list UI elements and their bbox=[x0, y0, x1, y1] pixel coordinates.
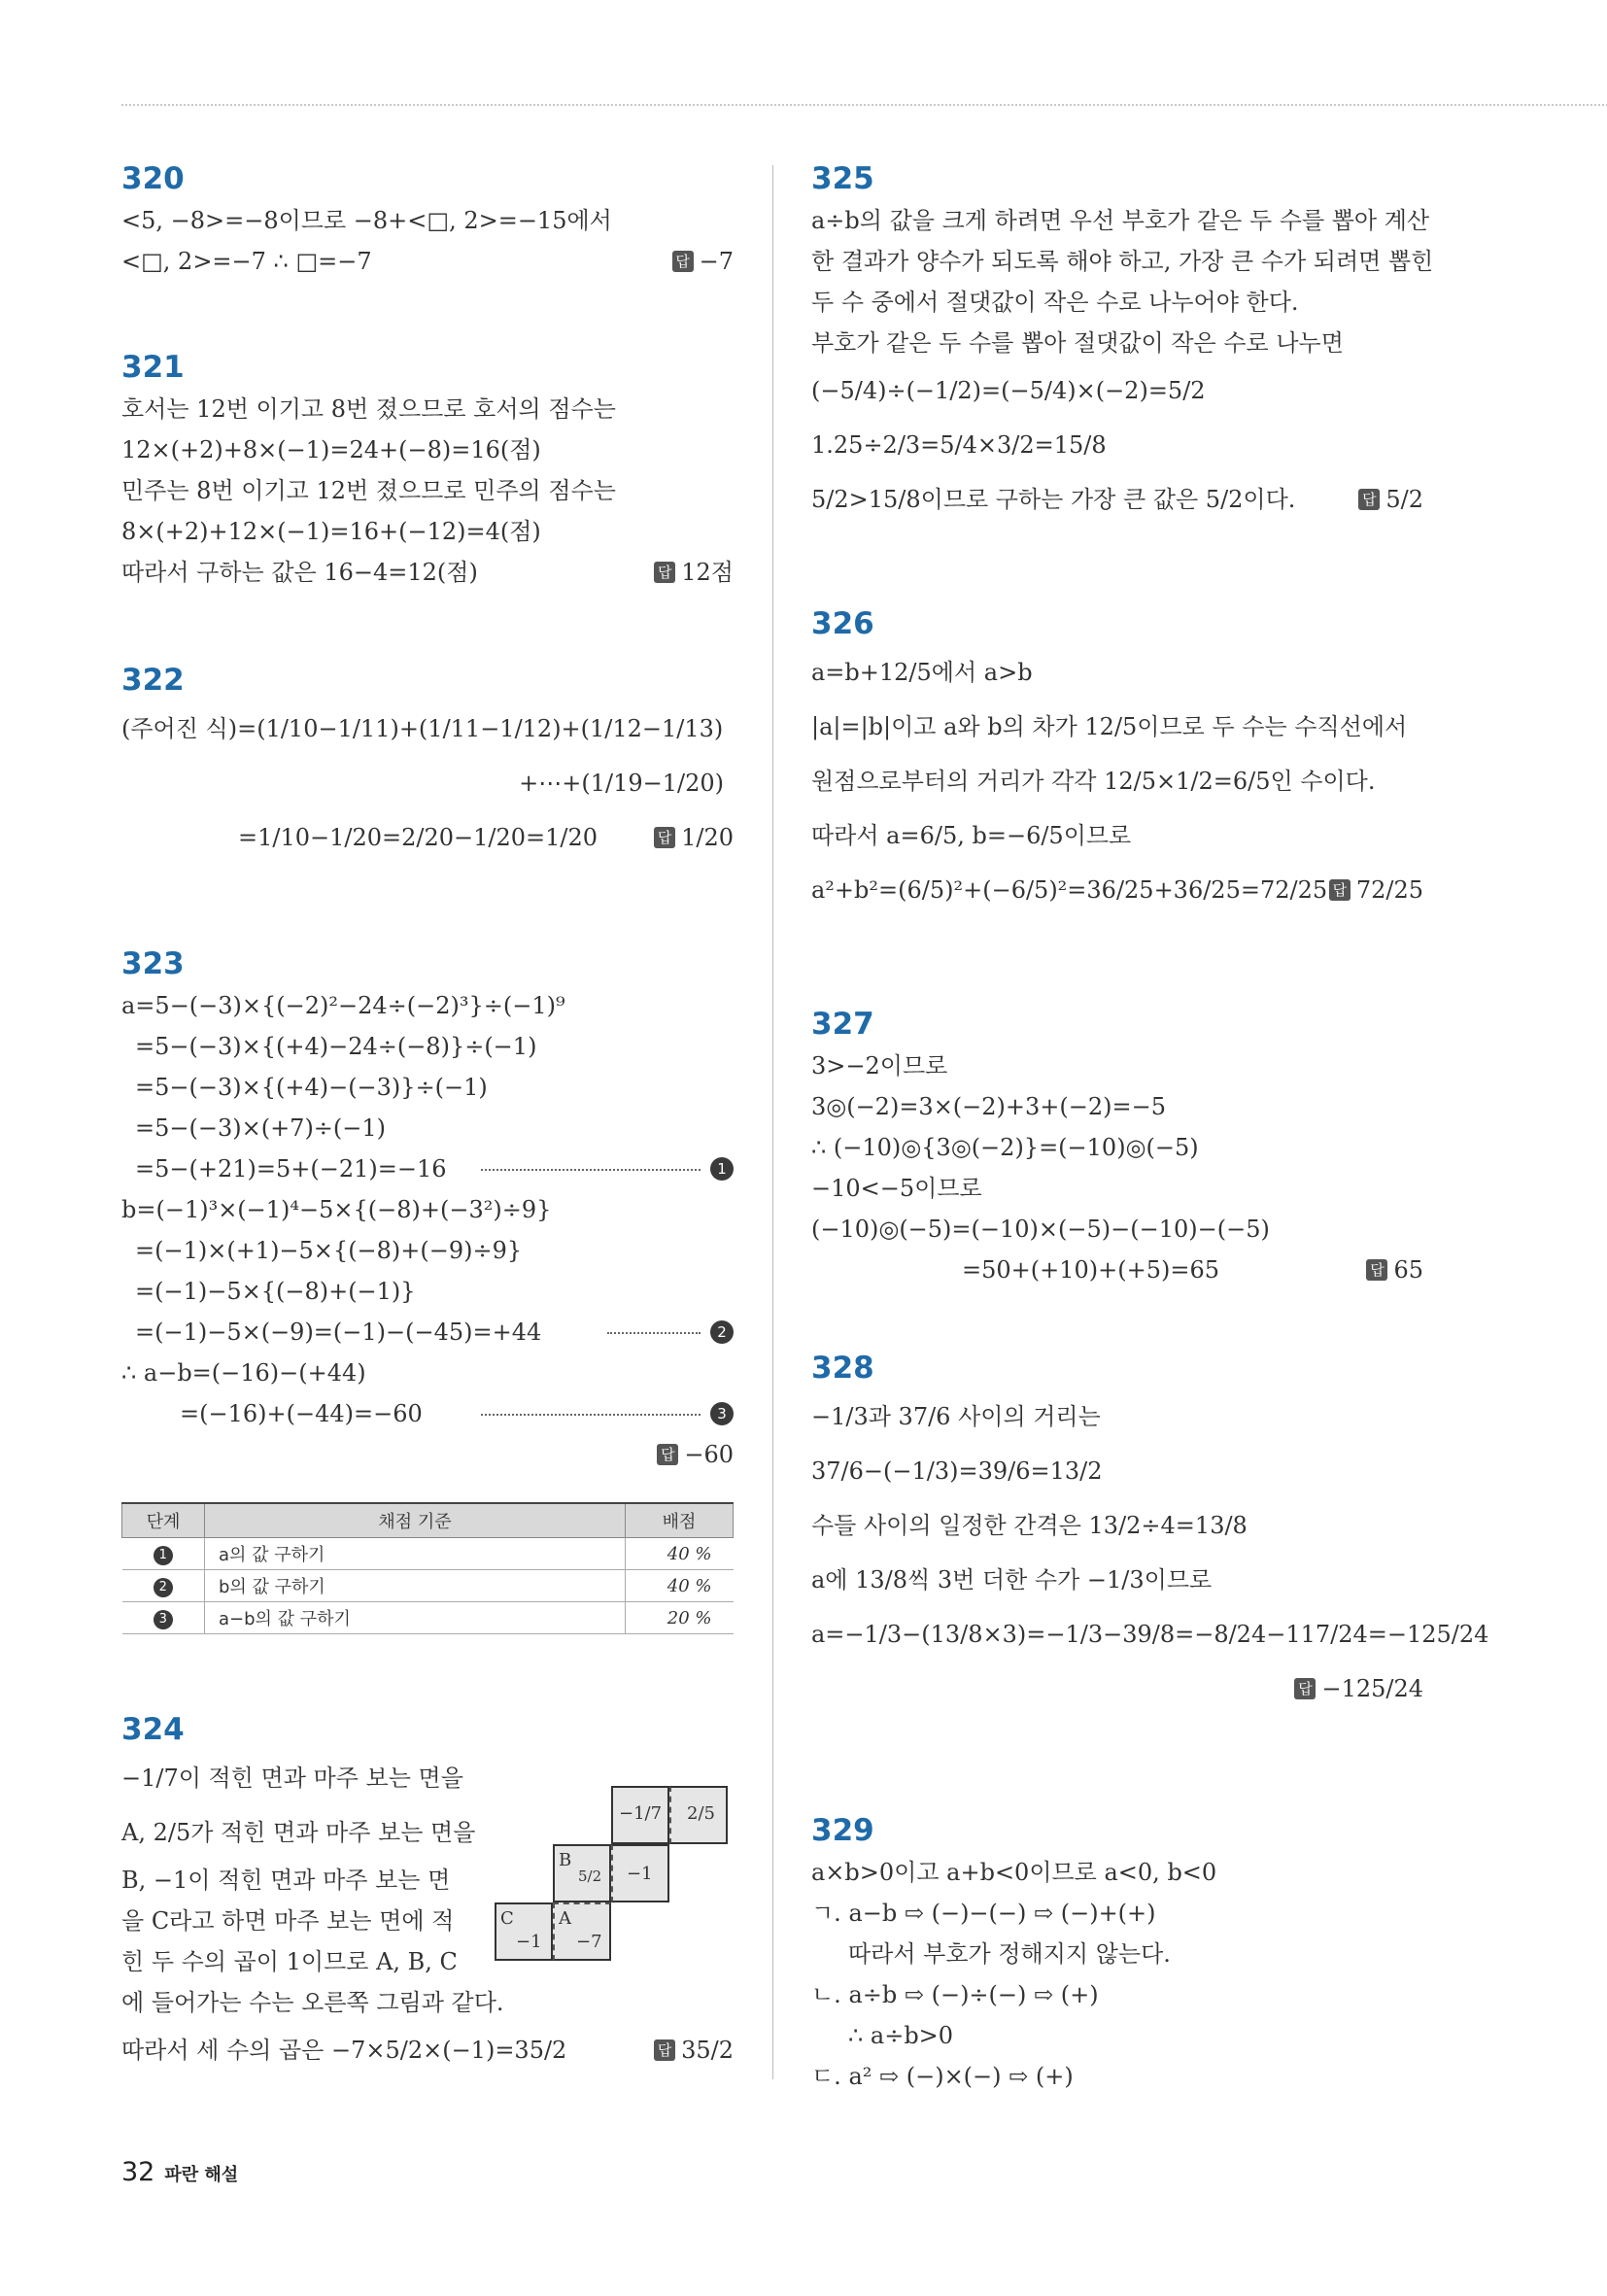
solution-line: (−5/4)÷(−1/2)=(−5/4)×(−2)=5/2 bbox=[811, 377, 1206, 404]
page-number: 32 bbox=[121, 2157, 155, 2187]
answer-badge: 답 bbox=[1366, 1259, 1387, 1281]
solution-line: a²+b²=(6/5)²+(−6/5)²=36/25+36/25=72/25 답 72/25 bbox=[811, 863, 1423, 917]
problem-number: 325 bbox=[811, 161, 874, 196]
solution-line: 따라서 부호가 정해지지 않는다. bbox=[848, 1940, 1171, 1968]
solution-line: 에 들어가는 수는 오른쪽 그림과 같다. bbox=[121, 1989, 504, 2016]
dotted-leader bbox=[607, 1332, 701, 1334]
answer: 답 −125/24 bbox=[1294, 1662, 1423, 1716]
solution-line: =5−(+21)=5+(−21)=−16 1 bbox=[121, 1148, 734, 1189]
solution-line bbox=[811, 1662, 1423, 1716]
solution-line: =5−(−3)×{(+4)−24÷(−8)}÷(−1) bbox=[135, 1033, 537, 1060]
solution-line: 1.25÷2/3=5/4×3/2=15/8 bbox=[811, 431, 1107, 459]
net-face: B 5/2 bbox=[553, 1844, 611, 1902]
answer: 답 1/20 bbox=[654, 810, 734, 865]
step-marker: 2 bbox=[710, 1320, 734, 1344]
problem-number: 324 bbox=[121, 1712, 185, 1747]
solution-line: ㄴ. a÷b ⇨ (−)÷(−) ⇨ (+) bbox=[811, 1981, 1099, 2008]
table-header-row bbox=[122, 1503, 734, 1538]
problem-322 bbox=[121, 659, 734, 865]
solution-line: a에 13/8씩 3번 더한 수가 −1/3이므로 bbox=[811, 1566, 1213, 1593]
solution-line: (−10)◎(−5)=(−10)×(−5)−(−10)−(−5) bbox=[811, 1216, 1270, 1243]
problem-number: 328 bbox=[811, 1351, 874, 1386]
score-cell: 40 % bbox=[626, 1570, 734, 1602]
solution-line: =5−(−3)×(+7)÷(−1) bbox=[135, 1114, 387, 1142]
criterion-cell: a−b의 값 구하기 bbox=[205, 1602, 626, 1634]
answer: 답 72/25 bbox=[1329, 863, 1423, 917]
answer-badge: 답 bbox=[657, 1444, 678, 1465]
problem-number: 329 bbox=[811, 1813, 874, 1848]
problem-329 bbox=[811, 1809, 1423, 2097]
solution-line: =(−1)×(+1)−5×{(−8)+(−9)÷9} bbox=[135, 1237, 523, 1264]
solution-line: =(−1)−5×(−9)=(−1)−(−45)=+44 2 bbox=[121, 1312, 734, 1353]
solution-line: ㄱ. a−b ⇨ (−)−(−) ⇨ (−)+(+) bbox=[811, 1900, 1156, 1927]
solution-line: a=b+12/5에서 a>b bbox=[811, 659, 1033, 686]
solution-line: =(−16)+(−44)=−60 3 bbox=[121, 1393, 734, 1434]
dotted-leader bbox=[481, 1414, 701, 1416]
solution-line: =50+(+10)+(+5)=65 답 65 bbox=[811, 1250, 1423, 1290]
solution-line: 37/6−(−1/3)=39/6=13/2 bbox=[811, 1457, 1103, 1485]
column-header: 채점 기준 bbox=[205, 1503, 626, 1538]
solution-line: 호서는 12번 이기고 8번 졌으므로 호서의 점수는 bbox=[121, 395, 616, 423]
problem-320 bbox=[121, 157, 734, 282]
column-header: 단계 bbox=[122, 1503, 205, 1538]
problem-321 bbox=[121, 346, 734, 593]
step-marker: 1 bbox=[154, 1546, 173, 1565]
solution-line: 수들 사이의 일정한 간격은 13/2÷4=13/8 bbox=[811, 1512, 1248, 1539]
answer-badge: 답 bbox=[1329, 879, 1351, 901]
step-marker: 1 bbox=[710, 1157, 734, 1181]
solution-line: 8×(+2)+12×(−1)=16+(−12)=4(점) bbox=[121, 518, 541, 545]
problem-number: 321 bbox=[121, 350, 185, 385]
solution-line: (주어진 식)=(1/10−1/11)+(1/11−1/12)+(1/12−1/13) bbox=[121, 715, 724, 742]
answer: 답 −7 bbox=[672, 241, 734, 282]
solution-line: a=5−(−3)×{(−2)²−24÷(−2)³}÷(−1)⁹ bbox=[121, 992, 565, 1019]
solution-line: −10<−5이므로 bbox=[811, 1175, 982, 1202]
criterion-cell: b의 값 구하기 bbox=[205, 1570, 626, 1602]
net-face: −1 bbox=[611, 1844, 669, 1902]
solution-line: a=−1/3−(13/8×3)=−1/3−39/8=−8/24−117/24=−125/24 bbox=[811, 1621, 1489, 1648]
solution-line: 민주는 8번 이기고 12번 졌으므로 민주의 점수는 bbox=[121, 477, 616, 504]
solution-line: 힌 두 수의 곱이 1이므로 A, B, C bbox=[121, 1948, 458, 1975]
solution-line: 12×(+2)+8×(−1)=24+(−8)=16(점) bbox=[121, 436, 541, 463]
solution-line: 을 C라고 하면 마주 보는 면에 적 bbox=[121, 1907, 455, 1935]
solution-line: 두 수 중에서 절댓값이 작은 수로 나누어야 한다. bbox=[811, 289, 1299, 316]
column-divider bbox=[772, 165, 773, 2079]
section-label: 파란 해설 bbox=[164, 2165, 239, 2185]
solution-line: −1/7이 적힌 면과 마주 보는 면을 bbox=[121, 1765, 463, 1792]
column-header: 배점 bbox=[626, 1503, 734, 1538]
answer-badge: 답 bbox=[1358, 489, 1380, 510]
solution-line: ∴ a−b=(−16)−(+44) bbox=[121, 1359, 366, 1387]
problem-number: 323 bbox=[121, 946, 185, 981]
answer: 답 5/2 bbox=[1358, 472, 1423, 527]
solution-line: 5/2>15/8이므로 구하는 가장 큰 값은 5/2이다. 답 5/2 bbox=[811, 472, 1423, 527]
problem-326 bbox=[811, 602, 1423, 917]
solution-line: 원점으로부터의 거리가 각각 12/5×1/2=6/5인 수이다. bbox=[811, 768, 1376, 795]
solution-line: a÷b의 값을 크게 하려면 우선 부호가 같은 두 수를 뽑아 계산 bbox=[811, 207, 1430, 234]
solution-line: +⋯+(1/19−1/20) bbox=[519, 770, 724, 797]
problem-number: 320 bbox=[121, 161, 185, 196]
page-footer bbox=[121, 2157, 238, 2187]
problem-number: 326 bbox=[811, 606, 874, 641]
solution-line: <□, 2>=−7 ∴ □=−7 답 −7 bbox=[121, 241, 734, 282]
net-face: 2/5 bbox=[669, 1786, 728, 1844]
answer-badge: 답 bbox=[654, 827, 675, 848]
problem-number: 322 bbox=[121, 663, 185, 698]
solution-line: ㄷ. a² ⇨ (−)×(−) ⇨ (+) bbox=[811, 2063, 1074, 2090]
step-marker: 3 bbox=[154, 1610, 173, 1629]
solution-line bbox=[121, 1434, 734, 1475]
problem-number: 327 bbox=[811, 1007, 874, 1042]
solution-line: 부호가 같은 두 수를 뽑아 절댓값이 작은 수로 나누면 bbox=[811, 329, 1344, 357]
problem-323 bbox=[121, 942, 734, 1629]
solution-line: 3◎(−2)=3×(−2)+3+(−2)=−5 bbox=[811, 1093, 1166, 1120]
scoring-rubric-table bbox=[121, 1502, 734, 1634]
table-row bbox=[122, 1538, 734, 1570]
problem-324 bbox=[121, 1708, 734, 2077]
answer: 답 −60 bbox=[657, 1434, 734, 1475]
solution-line: =(−1)−5×{(−8)+(−1)} bbox=[135, 1278, 416, 1305]
score-cell: 40 % bbox=[626, 1538, 734, 1570]
solution-line: b=(−1)³×(−1)⁴−5×{(−8)+(−3²)÷9} bbox=[121, 1196, 552, 1223]
table-row bbox=[122, 1602, 734, 1634]
criterion-cell: a의 값 구하기 bbox=[205, 1538, 626, 1570]
solution-line: =1/10−1/20=2/20−1/20=1/20 답 1/20 bbox=[121, 810, 734, 865]
net-face: A −7 bbox=[553, 1902, 611, 1961]
top-dotted-rule bbox=[121, 104, 1607, 106]
solution-line: ∴ (−10)◎{3◎(−2)}=(−10)◎(−5) bbox=[811, 1134, 1199, 1161]
answer: 답 35/2 bbox=[654, 2023, 734, 2077]
score-cell: 20 % bbox=[626, 1602, 734, 1634]
solution-line: A, 2/5가 적힌 면과 마주 보는 면을 bbox=[121, 1819, 476, 1846]
step-marker: 3 bbox=[710, 1402, 734, 1425]
solution-line: −1/3과 37/6 사이의 거리는 bbox=[811, 1403, 1101, 1430]
problem-328 bbox=[811, 1347, 1489, 1716]
step-marker: 2 bbox=[154, 1578, 173, 1597]
solution-line: 3>−2이므로 bbox=[811, 1052, 948, 1079]
solution-line: <5, −8>=−8이므로 −8+<□, 2>=−15에서 bbox=[121, 207, 612, 234]
answer-badge: 답 bbox=[654, 562, 675, 583]
solution-line: ∴ a÷b>0 bbox=[848, 2022, 954, 2049]
solution-line: a×b>0이고 a+b<0이므로 a<0, b<0 bbox=[811, 1859, 1217, 1886]
solution-line: |a|=|b|이고 a와 b의 차가 12/5이므로 두 수는 수직선에서 bbox=[811, 713, 1408, 740]
answer-badge: 답 bbox=[672, 251, 694, 272]
table-row bbox=[122, 1570, 734, 1602]
problem-325 bbox=[811, 157, 1434, 527]
solution-line: B, −1이 적힌 면과 마주 보는 면 bbox=[121, 1867, 451, 1894]
net-face: −1/7 bbox=[611, 1786, 669, 1844]
answer-badge: 답 bbox=[1294, 1678, 1316, 1699]
net-face: C −1 bbox=[495, 1902, 553, 1961]
answer: 답 65 bbox=[1366, 1250, 1423, 1290]
solution-line: 따라서 구하는 값은 16−4=12(점) 답 12점 bbox=[121, 552, 734, 593]
answer: 답 12점 bbox=[654, 552, 734, 593]
cube-net-figure bbox=[500, 1786, 734, 1990]
answer-badge: 답 bbox=[654, 2039, 675, 2061]
solution-line: 따라서 a=6/5, b=−6/5이므로 bbox=[811, 822, 1132, 849]
solution-line: 따라서 세 수의 곱은 −7×5/2×(−1)=35/2 답 35/2 bbox=[121, 2023, 734, 2077]
problem-327 bbox=[811, 1003, 1423, 1290]
dotted-leader bbox=[481, 1169, 701, 1171]
solution-line: =5−(−3)×{(+4)−(−3)}÷(−1) bbox=[135, 1074, 488, 1101]
solution-line: 한 결과가 양수가 되도록 해야 하고, 가장 큰 수가 되려면 뽑힌 bbox=[811, 248, 1434, 275]
